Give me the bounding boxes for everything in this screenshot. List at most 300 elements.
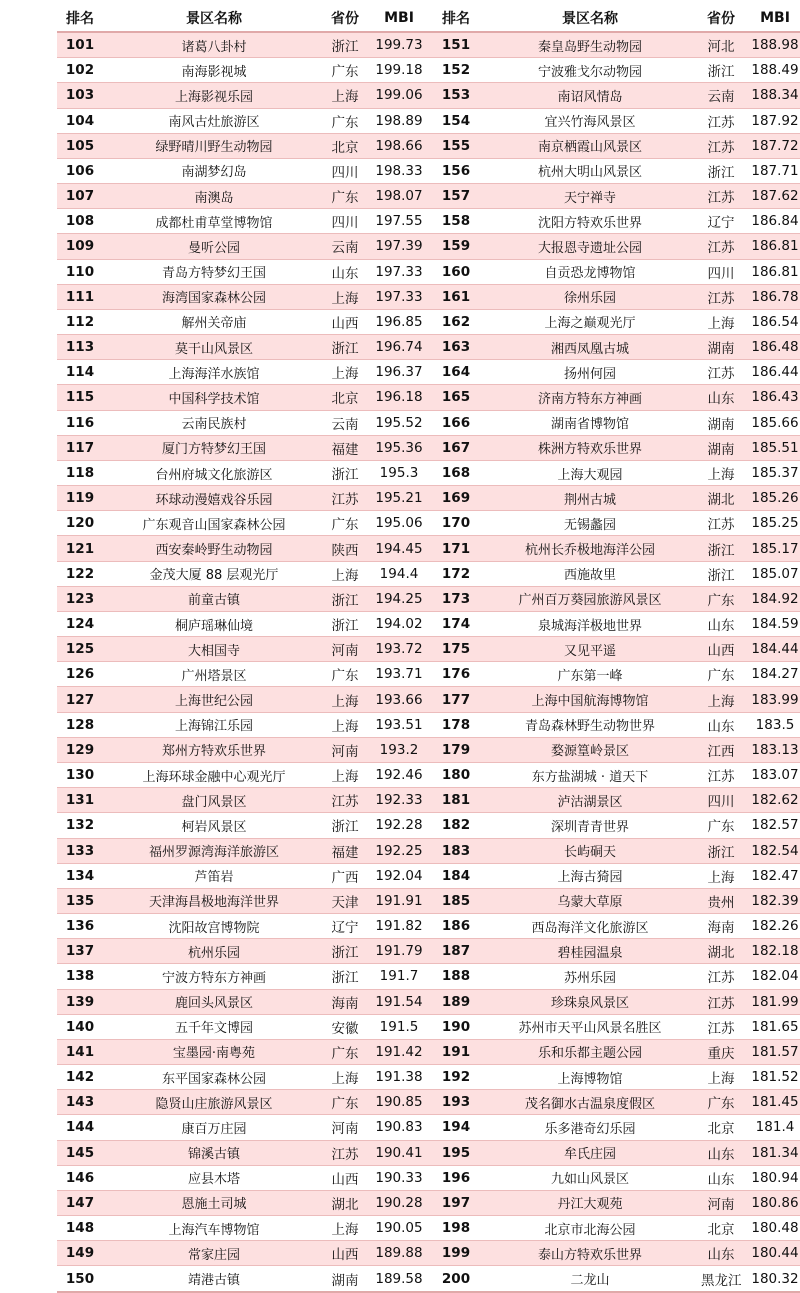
cell-rank-2: 193 bbox=[441, 1094, 471, 1111]
cell-mbi-2: 181.57 bbox=[751, 1043, 799, 1060]
cell-name-2: 又见平遥 bbox=[563, 643, 616, 659]
cell-rank-2: 156 bbox=[441, 162, 471, 179]
cell-mbi-2: 181.4 bbox=[755, 1119, 795, 1136]
cell-name: 沈阳故宫博物院 bbox=[168, 920, 260, 936]
cell-province: 河南 bbox=[331, 643, 359, 660]
cell-name: 常家庄园 bbox=[187, 1247, 240, 1263]
cell-name: 青岛方特梦幻王国 bbox=[161, 266, 266, 282]
table-row bbox=[57, 813, 800, 838]
cell-province: 四川 bbox=[331, 164, 359, 181]
cell-rank-2: 167 bbox=[441, 439, 471, 456]
cell-mbi-2: 181.65 bbox=[751, 1018, 799, 1035]
table-row bbox=[57, 309, 800, 334]
cell-province-2: 江西 bbox=[707, 743, 735, 760]
table-row bbox=[57, 360, 800, 385]
cell-mbi: 194.45 bbox=[375, 540, 423, 557]
cell-rank-2: 166 bbox=[441, 414, 471, 431]
cell-name: 环球动漫嬉戏谷乐园 bbox=[155, 492, 273, 508]
cell-province-2: 辽宁 bbox=[707, 215, 735, 232]
cell-province: 海南 bbox=[331, 995, 359, 1012]
cell-province: 北京 bbox=[331, 391, 359, 408]
cell-name: 云南民族村 bbox=[181, 417, 247, 433]
cell-name-2: 青岛森林野生动物世界 bbox=[524, 719, 655, 735]
cell-rank-2: 162 bbox=[441, 313, 471, 330]
cell-rank: 136 bbox=[65, 918, 95, 935]
cell-rank-2: 168 bbox=[441, 465, 471, 481]
cell-province-2: 浙江 bbox=[707, 844, 735, 861]
cell-province: 上海 bbox=[331, 1071, 359, 1088]
cell-mbi-2: 182.47 bbox=[751, 867, 799, 884]
cell-mbi: 190.28 bbox=[375, 1194, 423, 1211]
cell-rank: 137 bbox=[65, 943, 95, 960]
cell-province: 浙江 bbox=[331, 467, 359, 483]
cell-province-2: 山东 bbox=[707, 718, 735, 735]
cell-province: 山东 bbox=[331, 265, 359, 282]
table-row bbox=[57, 964, 800, 989]
cell-province-2: 山东 bbox=[707, 1247, 735, 1264]
cell-mbi: 193.51 bbox=[375, 716, 423, 733]
cell-mbi-2: 187.71 bbox=[751, 162, 799, 179]
cell-province: 上海 bbox=[331, 89, 359, 106]
table-row bbox=[57, 385, 800, 410]
cell-province-2: 江苏 bbox=[707, 114, 735, 131]
cell-name-2: 湘西凤凰古城 bbox=[550, 341, 629, 357]
cell-rank-2: 173 bbox=[441, 590, 471, 607]
cell-rank: 115 bbox=[65, 389, 95, 406]
table-row bbox=[57, 863, 800, 888]
cell-name: 上海影视乐园 bbox=[174, 89, 253, 105]
cell-province-2: 广东 bbox=[707, 592, 735, 609]
table-row bbox=[57, 762, 800, 787]
cell-rank-2: 179 bbox=[441, 741, 471, 758]
table-row bbox=[57, 712, 800, 737]
cell-mbi-2: 181.52 bbox=[751, 1069, 799, 1086]
cell-mbi-2: 180.86 bbox=[751, 1194, 799, 1211]
cell-mbi: 195.3 bbox=[379, 465, 419, 481]
cell-rank-2: 195 bbox=[441, 1144, 471, 1161]
cell-name-2: 茂名御水古温泉度假区 bbox=[524, 1096, 655, 1112]
cell-province: 广东 bbox=[331, 64, 359, 81]
table-row bbox=[57, 108, 800, 133]
cell-name-2: 上海博物馆 bbox=[557, 1071, 623, 1087]
table-row bbox=[57, 259, 800, 284]
cell-mbi: 191.54 bbox=[375, 993, 423, 1010]
table-row bbox=[57, 662, 800, 687]
cell-province: 上海 bbox=[331, 567, 359, 584]
cell-province: 四川 bbox=[331, 215, 359, 232]
cell-province: 福建 bbox=[331, 844, 359, 861]
cell-name-2: 自贡恐龙博物馆 bbox=[544, 266, 636, 282]
cell-name: 大相国寺 bbox=[187, 643, 240, 659]
cell-name: 东平国家森林公园 bbox=[161, 1071, 266, 1087]
table-row bbox=[57, 1065, 800, 1090]
cell-rank: 111 bbox=[65, 288, 95, 305]
cell-mbi-2: 185.51 bbox=[751, 439, 799, 456]
table-row bbox=[57, 611, 800, 636]
table-row bbox=[57, 58, 800, 83]
header-rank-2: 排名 bbox=[433, 5, 479, 32]
cell-province-2: 江苏 bbox=[707, 240, 735, 257]
cell-name-2: 杭州大明山风景区 bbox=[537, 165, 642, 181]
cell-rank: 114 bbox=[65, 364, 95, 381]
table-row bbox=[57, 989, 800, 1014]
table-row bbox=[57, 133, 800, 158]
cell-mbi: 190.85 bbox=[375, 1094, 423, 1111]
cell-mbi-2: 184.92 bbox=[751, 590, 799, 607]
cell-rank: 135 bbox=[65, 892, 95, 909]
table-row bbox=[57, 586, 800, 611]
cell-province-2: 云南 bbox=[707, 89, 735, 106]
cell-province: 广东 bbox=[331, 114, 359, 131]
cell-mbi: 192.46 bbox=[375, 767, 423, 784]
cell-rank: 146 bbox=[65, 1169, 95, 1186]
cell-province-2: 广东 bbox=[707, 668, 735, 685]
cell-province-2: 山东 bbox=[707, 1171, 735, 1188]
cell-name: 海湾国家森林公园 bbox=[161, 291, 266, 307]
cell-name: 上海海洋水族馆 bbox=[168, 366, 260, 382]
cell-name: 桐庐瑶琳仙境 bbox=[174, 618, 253, 634]
cell-rank: 120 bbox=[65, 515, 95, 532]
cell-rank-2: 160 bbox=[441, 263, 471, 280]
cell-province-2: 湖南 bbox=[707, 441, 735, 458]
cell-mbi: 194.02 bbox=[375, 616, 423, 633]
cell-name-2: 上海古猗园 bbox=[557, 870, 623, 886]
cell-province-2: 山东 bbox=[707, 618, 735, 635]
cell-mbi: 193.2 bbox=[379, 741, 419, 758]
cell-mbi: 191.7 bbox=[379, 968, 419, 985]
cell-rank-2: 177 bbox=[441, 691, 471, 708]
cell-name-2: 深圳青青世界 bbox=[550, 819, 629, 835]
cell-rank: 130 bbox=[65, 767, 95, 784]
cell-province: 浙江 bbox=[331, 618, 359, 635]
cell-province: 广西 bbox=[331, 869, 359, 886]
cell-name: 宝墨园·南粤苑 bbox=[172, 1046, 256, 1062]
cell-name-2: 北京市北海公园 bbox=[544, 1222, 636, 1238]
cell-rank-2: 174 bbox=[441, 616, 471, 633]
cell-province-2: 山东 bbox=[707, 1146, 735, 1163]
cell-province: 浙江 bbox=[331, 970, 359, 987]
cell-province: 江苏 bbox=[331, 794, 359, 811]
cell-name: 西安秦岭野生动物园 bbox=[155, 543, 273, 559]
cell-province-2: 山西 bbox=[707, 643, 735, 660]
cell-name: 南海影视城 bbox=[181, 64, 247, 80]
cell-name: 福州罗源湾海洋旅游区 bbox=[148, 845, 279, 861]
cell-name-2: 苏州乐园 bbox=[563, 970, 616, 986]
cell-rank-2: 188 bbox=[441, 968, 471, 985]
cell-rank: 128 bbox=[65, 716, 95, 733]
cell-mbi: 190.83 bbox=[375, 1119, 423, 1136]
cell-name-2: 上海中国航海博物馆 bbox=[531, 694, 649, 710]
cell-mbi-2: 187.92 bbox=[751, 112, 799, 129]
cell-name-2: 秦皇岛野生动物园 bbox=[537, 39, 642, 55]
table-row bbox=[57, 1241, 800, 1266]
header-name: 景区名称 bbox=[103, 5, 325, 32]
cell-mbi: 196.74 bbox=[375, 339, 423, 356]
cell-mbi-2: 185.07 bbox=[751, 565, 799, 582]
cell-rank: 139 bbox=[65, 993, 95, 1010]
cell-rank: 126 bbox=[65, 666, 95, 683]
cell-rank-2: 158 bbox=[441, 213, 471, 230]
header-mbi: MBI bbox=[365, 5, 433, 32]
cell-name: 五千年文博园 bbox=[174, 1021, 253, 1037]
cell-mbi-2: 183.5 bbox=[755, 716, 795, 733]
cell-mbi: 195.36 bbox=[375, 439, 423, 456]
cell-mbi-2: 182.18 bbox=[751, 943, 799, 960]
cell-name-2: 荆州古城 bbox=[563, 492, 616, 508]
cell-name: 盘门风景区 bbox=[181, 794, 247, 810]
header-mbi-2: MBI bbox=[741, 5, 800, 32]
cell-name-2: 西施故里 bbox=[563, 568, 616, 584]
cell-mbi-2: 180.32 bbox=[751, 1270, 799, 1287]
cell-mbi-2: 184.59 bbox=[751, 616, 799, 633]
cell-mbi-2: 184.44 bbox=[751, 641, 799, 658]
table-row bbox=[57, 83, 800, 108]
table-row bbox=[57, 460, 800, 485]
cell-mbi-2: 182.04 bbox=[751, 968, 799, 985]
cell-rank: 150 bbox=[65, 1270, 95, 1287]
cell-name-2: 长屿硐天 bbox=[563, 845, 616, 861]
cell-province: 山西 bbox=[331, 315, 359, 332]
cell-province-2: 上海 bbox=[707, 869, 735, 886]
cell-mbi: 195.21 bbox=[375, 490, 423, 507]
cell-mbi: 190.41 bbox=[375, 1144, 423, 1161]
cell-name-2: 珍珠泉风景区 bbox=[550, 996, 629, 1012]
cell-mbi: 197.39 bbox=[375, 238, 423, 255]
cell-rank: 119 bbox=[65, 490, 95, 507]
cell-name-2: 乌蒙大草原 bbox=[557, 895, 623, 911]
cell-rank: 134 bbox=[65, 867, 95, 884]
cell-name: 靖港古镇 bbox=[187, 1273, 240, 1288]
cell-name: 上海世纪公园 bbox=[174, 694, 253, 710]
cell-rank: 103 bbox=[65, 87, 95, 104]
cell-name: 南风古灶旅游区 bbox=[168, 115, 260, 131]
cell-province: 云南 bbox=[331, 416, 359, 433]
cell-province-2: 河南 bbox=[707, 1196, 735, 1213]
cell-mbi-2: 186.84 bbox=[751, 213, 799, 230]
cell-name-2: 徐州乐园 bbox=[563, 291, 616, 307]
cell-mbi-2: 185.26 bbox=[751, 490, 799, 507]
cell-rank: 127 bbox=[65, 691, 95, 708]
header-name-2: 景区名称 bbox=[479, 5, 701, 32]
cell-name-2: 苏州市天平山风景名胜区 bbox=[518, 1021, 662, 1037]
cell-mbi: 198.66 bbox=[375, 137, 423, 154]
cell-name: 前童古镇 bbox=[187, 593, 240, 609]
cell-mbi: 195.52 bbox=[375, 414, 423, 431]
cell-mbi: 199.06 bbox=[375, 87, 423, 104]
cell-name-2: 东方盐湖城 · 道天下 bbox=[531, 769, 649, 785]
cell-mbi-2: 182.39 bbox=[751, 892, 799, 909]
cell-province-2: 上海 bbox=[707, 467, 735, 483]
cell-name: 隐贤山庄旅游风景区 bbox=[155, 1096, 273, 1112]
cell-mbi: 195.06 bbox=[375, 515, 423, 532]
cell-rank: 149 bbox=[65, 1245, 95, 1262]
cell-province: 广东 bbox=[331, 1096, 359, 1113]
cell-mbi-2: 186.81 bbox=[751, 263, 799, 280]
cell-mbi: 191.38 bbox=[375, 1069, 423, 1086]
cell-name-2: 大报恩寺遗址公园 bbox=[537, 240, 642, 256]
cell-mbi-2: 180.44 bbox=[751, 1245, 799, 1262]
cell-name-2: 婺源篁岭景区 bbox=[550, 744, 629, 760]
cell-rank: 102 bbox=[65, 62, 95, 79]
table-row bbox=[57, 511, 800, 536]
table-row bbox=[57, 32, 800, 58]
cell-province-2: 浙江 bbox=[707, 567, 735, 584]
cell-mbi: 197.33 bbox=[375, 288, 423, 305]
cell-name-2: 乐多港奇幻乐园 bbox=[544, 1121, 636, 1137]
cell-mbi-2: 185.66 bbox=[751, 414, 799, 431]
table-row bbox=[57, 687, 800, 712]
cell-name-2: 泰山方特欢乐世界 bbox=[537, 1247, 642, 1263]
cell-province-2: 湖南 bbox=[707, 416, 735, 433]
cell-mbi-2: 186.44 bbox=[751, 364, 799, 381]
cell-rank-2: 151 bbox=[441, 37, 471, 54]
cell-rank-2: 200 bbox=[441, 1270, 471, 1287]
cell-name: 上海汽车博物馆 bbox=[168, 1222, 260, 1238]
cell-rank: 105 bbox=[65, 137, 95, 154]
cell-name: 金茂大厦 88 层观光厅 bbox=[149, 568, 279, 584]
cell-province-2: 四川 bbox=[707, 794, 735, 811]
cell-rank: 106 bbox=[65, 162, 95, 179]
cell-province: 浙江 bbox=[331, 819, 359, 836]
cell-rank: 122 bbox=[65, 565, 95, 582]
cell-province-2: 重庆 bbox=[707, 1045, 735, 1062]
cell-rank-2: 182 bbox=[441, 817, 471, 834]
table-row bbox=[57, 838, 800, 863]
cell-rank-2: 196 bbox=[441, 1169, 471, 1186]
cell-rank-2: 189 bbox=[441, 993, 471, 1010]
table-row bbox=[57, 1266, 800, 1292]
cell-rank-2: 186 bbox=[441, 918, 471, 935]
cell-rank: 145 bbox=[65, 1144, 95, 1161]
cell-province-2: 四川 bbox=[707, 265, 735, 282]
cell-mbi-2: 185.17 bbox=[751, 540, 799, 557]
cell-mbi: 198.33 bbox=[375, 162, 423, 179]
cell-mbi-2: 187.72 bbox=[751, 137, 799, 154]
cell-mbi: 198.89 bbox=[375, 112, 423, 129]
cell-province: 广东 bbox=[331, 517, 359, 534]
cell-name-2: 无锡蠡园 bbox=[563, 517, 616, 533]
cell-mbi-2: 182.57 bbox=[751, 817, 799, 834]
cell-mbi-2: 182.26 bbox=[751, 918, 799, 935]
ranking-table-container bbox=[57, 5, 799, 1293]
cell-province: 辽宁 bbox=[331, 920, 359, 937]
cell-rank-2: 163 bbox=[441, 339, 471, 356]
table-row bbox=[57, 536, 800, 561]
cell-rank-2: 194 bbox=[441, 1119, 471, 1136]
cell-rank-2: 172 bbox=[441, 565, 471, 582]
cell-mbi-2: 183.99 bbox=[751, 691, 799, 708]
cell-rank-2: 199 bbox=[441, 1245, 471, 1262]
cell-province: 天津 bbox=[331, 894, 359, 911]
cell-name: 莫干山风景区 bbox=[174, 341, 253, 357]
cell-rank-2: 161 bbox=[441, 288, 471, 305]
cell-mbi-2: 187.62 bbox=[751, 188, 799, 205]
cell-rank: 116 bbox=[65, 414, 95, 431]
cell-mbi-2: 184.27 bbox=[751, 666, 799, 683]
cell-province-2: 贵州 bbox=[707, 894, 735, 911]
cell-name: 郑州方特欢乐世界 bbox=[161, 744, 266, 760]
table-row bbox=[57, 234, 800, 259]
cell-name: 杭州乐园 bbox=[187, 945, 240, 961]
table-row bbox=[57, 410, 800, 435]
cell-province: 北京 bbox=[331, 139, 359, 156]
cell-province: 云南 bbox=[331, 240, 359, 257]
cell-rank: 133 bbox=[65, 842, 95, 859]
cell-name: 广州塔景区 bbox=[181, 668, 247, 684]
cell-province-2: 湖北 bbox=[707, 492, 735, 509]
cell-mbi-2: 183.13 bbox=[751, 741, 799, 758]
cell-mbi: 189.58 bbox=[375, 1270, 423, 1287]
cell-rank-2: 192 bbox=[441, 1069, 471, 1086]
cell-province: 湖北 bbox=[331, 1196, 359, 1213]
scenic-mbi-ranking-table bbox=[57, 5, 800, 1293]
cell-name: 上海锦江乐园 bbox=[174, 719, 253, 735]
cell-name: 曼听公园 bbox=[187, 240, 240, 256]
cell-province-2: 江苏 bbox=[707, 366, 735, 383]
cell-mbi-2: 186.48 bbox=[751, 339, 799, 356]
table-row bbox=[57, 788, 800, 813]
cell-province: 广东 bbox=[331, 668, 359, 685]
cell-province-2: 上海 bbox=[707, 315, 735, 332]
cell-province-2: 江苏 bbox=[707, 1020, 735, 1037]
cell-rank-2: 191 bbox=[441, 1043, 471, 1060]
cell-rank-2: 190 bbox=[441, 1018, 471, 1035]
table-row bbox=[57, 561, 800, 586]
cell-province-2: 上海 bbox=[707, 1071, 735, 1088]
cell-name: 南澳岛 bbox=[194, 190, 234, 206]
cell-rank: 104 bbox=[65, 112, 95, 129]
cell-name-2: 宜兴竹海风景区 bbox=[544, 115, 636, 131]
cell-mbi: 194.4 bbox=[379, 565, 419, 582]
cell-mbi: 196.37 bbox=[375, 364, 423, 381]
cell-name-2: 上海之巅观光厅 bbox=[544, 316, 636, 332]
cell-rank-2: 185 bbox=[441, 892, 471, 909]
cell-rank: 113 bbox=[65, 339, 95, 356]
cell-name: 恩施土司城 bbox=[181, 1197, 247, 1213]
table-row bbox=[57, 914, 800, 939]
cell-name-2: 株洲方特欢乐世界 bbox=[537, 442, 642, 458]
cell-province: 山西 bbox=[331, 1247, 359, 1264]
cell-province: 上海 bbox=[331, 718, 359, 735]
cell-rank: 110 bbox=[65, 263, 95, 280]
cell-province-2: 江苏 bbox=[707, 970, 735, 987]
cell-name-2: 牟氏庄园 bbox=[563, 1147, 616, 1163]
cell-rank-2: 157 bbox=[441, 188, 471, 205]
cell-mbi-2: 180.48 bbox=[751, 1220, 799, 1237]
cell-rank-2: 165 bbox=[441, 389, 471, 406]
cell-name: 成都杜甫草堂博物馆 bbox=[155, 215, 273, 231]
cell-rank: 143 bbox=[65, 1094, 95, 1111]
cell-mbi: 190.05 bbox=[375, 1220, 423, 1237]
cell-rank-2: 170 bbox=[441, 515, 471, 532]
cell-rank-2: 184 bbox=[441, 867, 471, 884]
cell-mbi: 191.5 bbox=[379, 1018, 419, 1035]
cell-rank: 121 bbox=[65, 540, 95, 557]
cell-rank: 142 bbox=[65, 1069, 95, 1086]
cell-mbi-2: 188.98 bbox=[751, 37, 799, 54]
cell-rank: 147 bbox=[65, 1194, 95, 1211]
cell-province: 河南 bbox=[331, 1121, 359, 1138]
cell-rank: 123 bbox=[65, 590, 95, 607]
cell-mbi: 196.85 bbox=[375, 313, 423, 330]
cell-province-2: 江苏 bbox=[707, 139, 735, 156]
cell-name-2: 碧桂园温泉 bbox=[557, 945, 623, 961]
cell-rank: 131 bbox=[65, 792, 95, 809]
cell-rank-2: 175 bbox=[441, 641, 471, 658]
cell-mbi-2: 188.34 bbox=[751, 87, 799, 104]
cell-province: 浙江 bbox=[331, 341, 359, 358]
header-row bbox=[57, 5, 800, 32]
